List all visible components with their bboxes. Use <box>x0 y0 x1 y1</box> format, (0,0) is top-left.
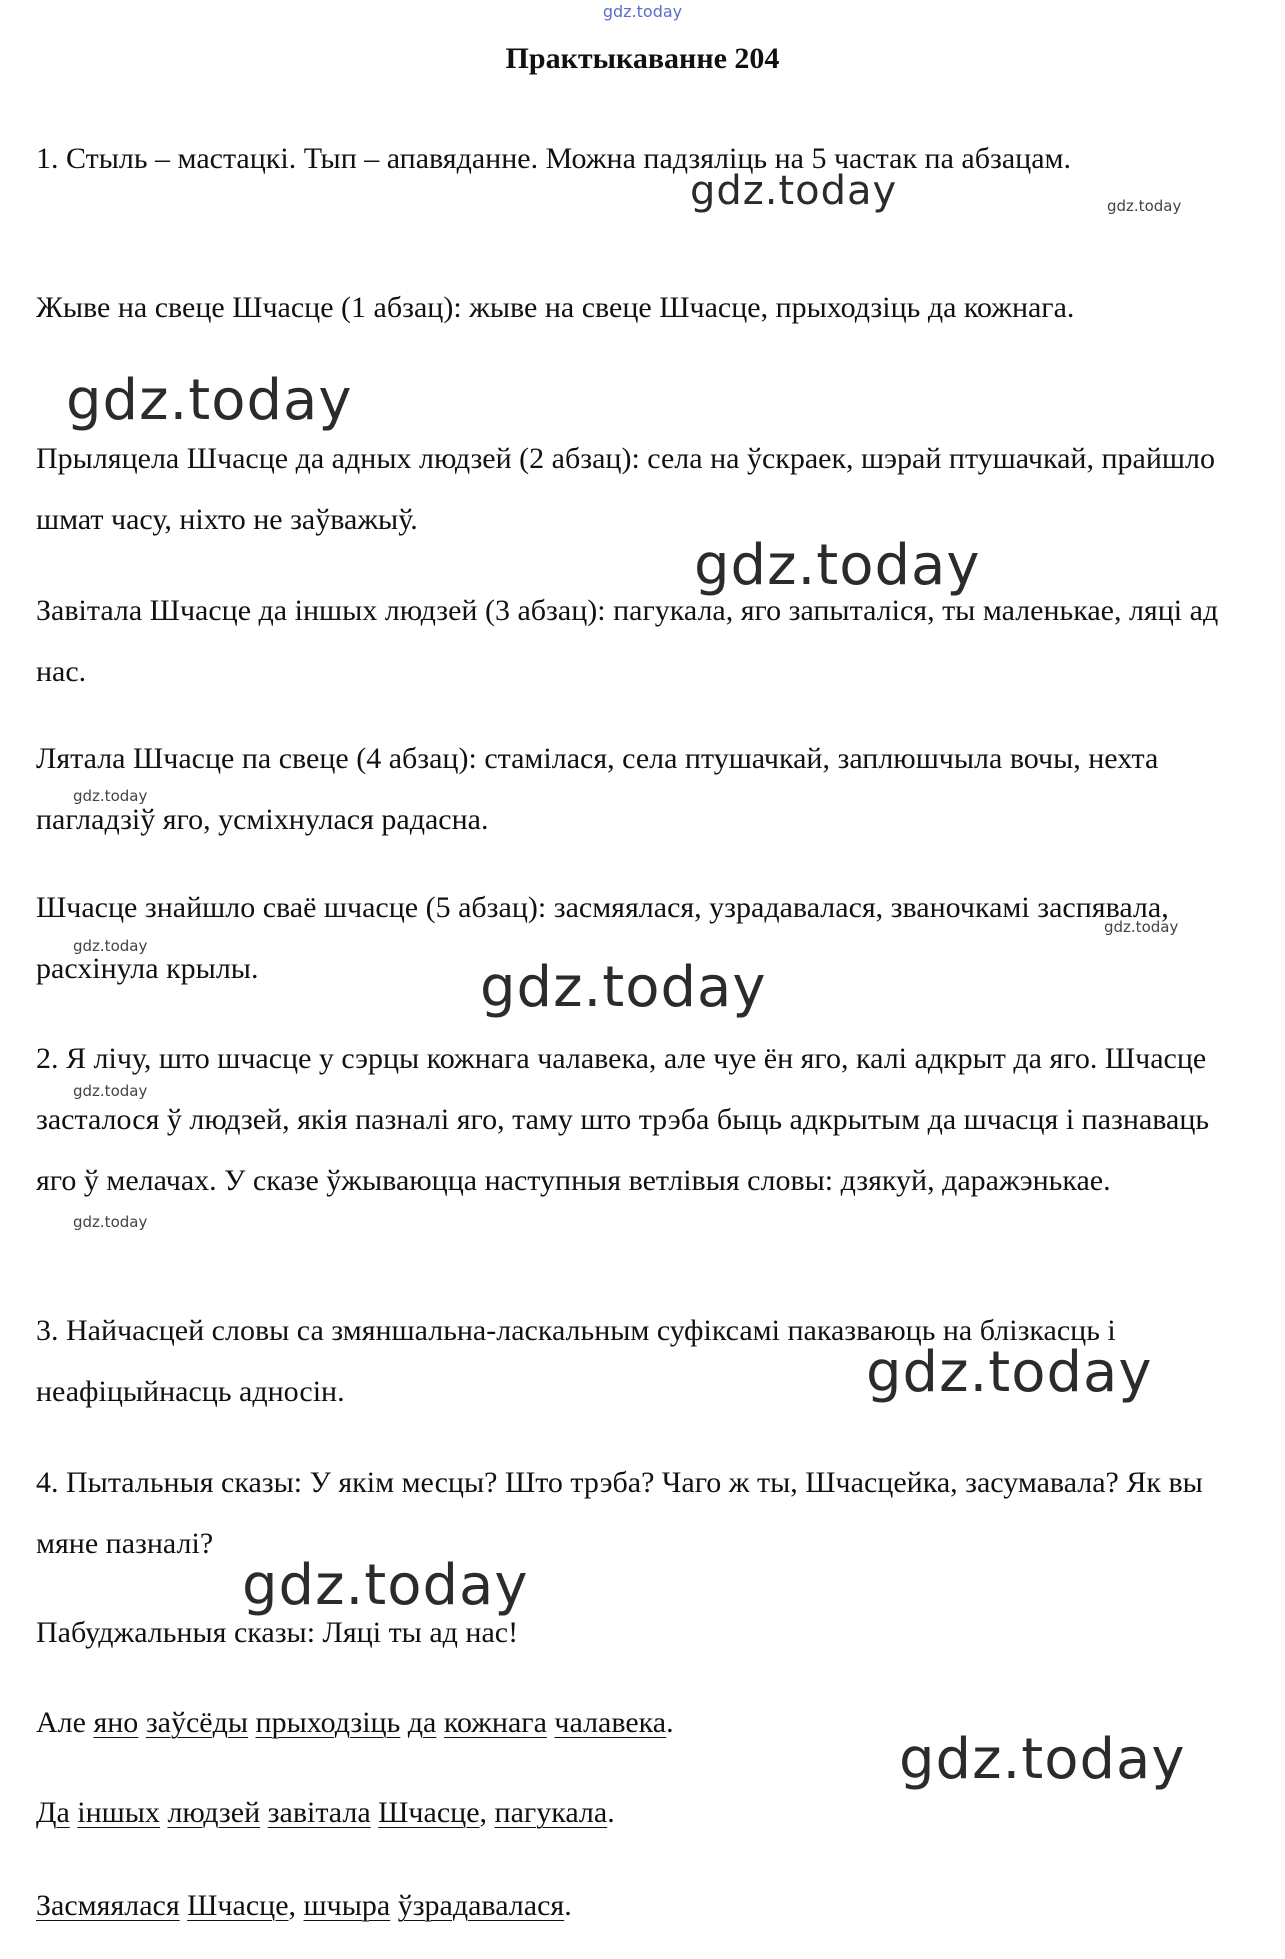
watermark: gdz.today <box>73 787 148 805</box>
sentence-text: . <box>564 1889 572 1922</box>
page-title: Практыкаванне 204 <box>505 42 780 75</box>
underlined-word: Засмяялася <box>36 1889 180 1922</box>
sentence-text <box>260 1796 268 1829</box>
sentence-text <box>436 1706 444 1739</box>
underlined-word: людзей <box>167 1796 261 1829</box>
underlined-word: заўсёды <box>145 1706 249 1739</box>
sentence-text <box>138 1706 146 1739</box>
underlined-word: іншых <box>77 1796 160 1829</box>
watermark: gdz.today <box>690 168 898 214</box>
sentence-text <box>390 1889 398 1922</box>
watermark: gdz.today <box>694 533 981 598</box>
watermark: gdz.today <box>73 1082 148 1100</box>
watermark: gdz.today <box>1107 197 1182 215</box>
underlined-word: Да <box>36 1796 70 1829</box>
underlined-word: яно <box>93 1706 139 1739</box>
paragraph-6: Шчасце знайшло сваё шчасце (5 абзац): засмяялася, узрадавалася, званочкамі заспявала, расхінула крылы. <box>36 891 1169 985</box>
watermark: gdz.today <box>899 1727 1186 1792</box>
paragraph-7: 2. Я лічу, што шчасце у сэрцы кожнага чалавека, але чуе ён яго, калі адкрыт да яго. Шчасце засталося ў людзей, якія пазналі яго, таму што трэба быць адкрытым да шчасця і пазнаваць яго ў мелачах. У сказе ўжываюцца наступныя ветлівыя словы: дзякуй, даражэнькае. <box>36 1042 1210 1197</box>
sentence-text <box>400 1706 408 1739</box>
watermark: gdz.today <box>242 1553 529 1618</box>
underlined-word: кожнага <box>443 1706 547 1739</box>
sentence-text: Але <box>36 1706 86 1739</box>
watermark: gdz.today <box>1104 918 1179 936</box>
sentence-text: . <box>666 1706 674 1739</box>
sentence-text <box>248 1706 256 1739</box>
paragraph-1: 1. Стыль – мастацкі. Тып – апавяданне. Можна падзяліць на 5 частак па абзацам. <box>36 142 1071 175</box>
site-watermark-top: gdz.today <box>602 2 683 21</box>
paragraph-10: Пабуджальныя сказы: Ляці ты ад нас! <box>36 1616 519 1649</box>
underlined-word: ўзрадавалася <box>397 1889 565 1922</box>
sentence-text: , <box>288 1889 304 1922</box>
underlined-word: шчыра <box>303 1889 391 1922</box>
paragraph-3: Прыляцела Шчасце да адных людзей (2 абзац): села на ўскраек, шэрай птушачкай, прайшло шмат часу, ніхто не заўважыў. <box>36 442 1215 536</box>
watermark: gdz.today <box>66 368 353 433</box>
sentence-text: . <box>607 1796 615 1829</box>
underlined-word: чалавека <box>554 1706 667 1739</box>
underlined-word: да <box>407 1706 437 1739</box>
paragraph-4: Завітала Шчасце да іншых людзей (3 абзац): пагукала, яго запыталіся, ты маленькае, ляці ад нас. <box>36 594 1219 688</box>
sentence-text: , <box>479 1796 495 1829</box>
watermark: gdz.today <box>866 1340 1153 1405</box>
paragraph-9: 4. Пытальныя сказы: У якім месцы? Што трэба? Чаго ж ты, Шчасцейка, засумавала? Як вы мяне пазналі? <box>36 1466 1203 1560</box>
watermark: gdz.today <box>73 1213 148 1231</box>
underlined-word: Шчасце <box>187 1889 289 1922</box>
underlined-sentence-3 <box>36 1875 1236 1936</box>
watermark: gdz.today <box>73 937 148 955</box>
underlined-word: Шчасце <box>378 1796 480 1829</box>
underlined-word: завітала <box>267 1796 371 1829</box>
watermark: gdz.today <box>480 955 767 1020</box>
paragraph-5: Лятала Шчасце па свеце (4 абзац): стамілася, села птушачкай, заплюшчыла вочы, нехта пагладзіў яго, усміхнулася радасна. <box>36 742 1159 836</box>
underlined-word: прыходзіць <box>255 1706 401 1739</box>
paragraph-2: Жыве на свеце Шчасце (1 абзац): жыве на свеце Шчасце, прыходзіць да кожнага. <box>36 291 1075 324</box>
paragraph-8: 3. Найчасцей словы са змяншальна-ласкальным суфіксамі паказваюць на блізкасць і неафіцыйнасць адносін. <box>36 1314 1116 1408</box>
underlined-word: пагукала <box>494 1796 608 1829</box>
